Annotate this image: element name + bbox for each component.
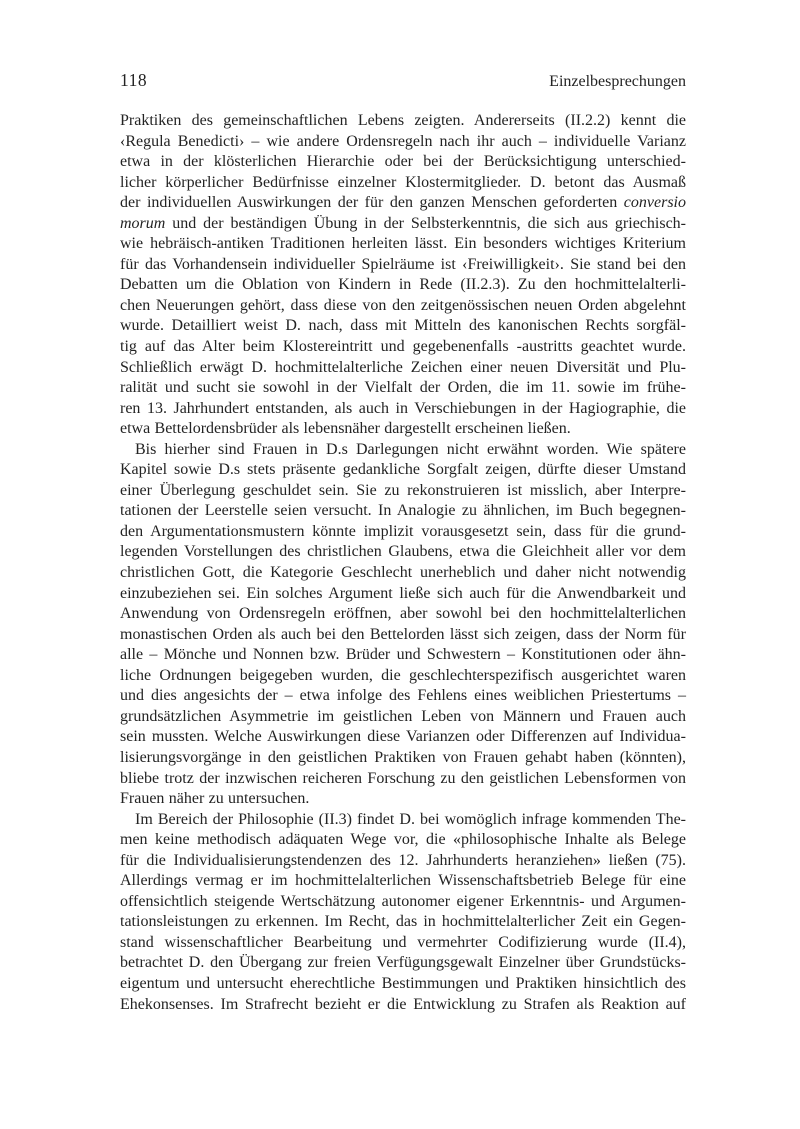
text-line [120, 152, 686, 173]
text-segment: tationen der Leerstelle seien versucht. In Analogie zu ähnlichen, im Buch begegnen- [120, 502, 686, 520]
text-segment: tig auf das Alter beim Klostereintritt und gegebenenfalls -austritts geachtet wurde. [120, 338, 686, 356]
text-line [120, 399, 686, 420]
text-segment: einzubeziehen sei. Ein solches Argument ließe sich auch für die Anwendbarkeit und [120, 584, 686, 602]
text-line [120, 625, 686, 646]
text-line [120, 255, 686, 276]
text-segment: für das Vorhandensein individueller Spielräume ist ‹Freiwilligkeit›. Sie stand bei den [120, 255, 686, 273]
text-line [120, 173, 686, 194]
text-line [120, 501, 686, 522]
text-segment: grundsätzlichen Asymmetrie im geistlichen Leben von Männern und Frauen auch [120, 707, 686, 725]
text-segment: ‹Regula Benedicti› – wie andere Ordensregeln nach ihr auch – individuelle Varianz [120, 132, 686, 150]
text-segment: lisierungsvorgänge in den geistlichen Praktiken von Frauen gehabt haben (könnten), [120, 748, 686, 766]
text-segment: etwa Bettelordensbrüder als lebensnäher dargestellt erscheinen ließen. [120, 420, 571, 438]
text-line [120, 296, 686, 317]
italic-text: conversio [623, 194, 686, 212]
text-segment: alle – Mönche und Nonnen bzw. Brüder und Schwestern – Konstitutionen oder ähn- [120, 646, 686, 664]
text-segment: men keine methodisch adäquaten Wege vor, die «philosophische Inhalte als Belege [120, 831, 686, 849]
text-segment: betrachtet D. den Übergang zur freien Verfügungsgewalt Einzelner über Grundstücks- [120, 954, 686, 972]
text-line [120, 974, 686, 995]
text-line [120, 892, 686, 913]
text-line [120, 769, 686, 790]
text-line [120, 419, 686, 440]
text-line [120, 234, 686, 255]
text-segment: stand wissenschaftlicher Bearbeitung und vermehrter Codifizierung wurde (II.4), [120, 933, 686, 951]
text-line [120, 851, 686, 872]
text-line [120, 214, 686, 235]
text-line [120, 378, 686, 399]
italic-text: morum [120, 214, 166, 232]
text-segment: wie hebräisch-antiken Traditionen herleiten lässt. Ein besonders wichtiges Kriterium [120, 235, 686, 253]
text-line [120, 995, 686, 1016]
text-line [120, 132, 686, 153]
text-segment: offensichtlich steigende Wertschätzung autonomer eigener Erkenntnis- und Argumen- [120, 892, 686, 910]
text-segment: Anwendung von Ordensregeln eröffnen, aber sowohl bei den hochmittelalterlichen [120, 605, 686, 623]
text-segment: Praktiken des gemeinschaftlichen Lebens zeigten. Andererseits (II.2.2) kennt die [120, 112, 686, 129]
text-segment: etwa in der klösterlichen Hierarchie oder bei der Berücksichtigung unterschied- [120, 153, 686, 171]
text-line [120, 686, 686, 707]
text-segment: Debatten um die Oblation von Kindern in Rede (II.2.3). Zu den hochmittelalterli- [120, 276, 686, 294]
text-line [120, 358, 686, 379]
text-segment: für die Individualisierungstendenzen des 12. Jahrhunderts heranziehen» ließen (75). [120, 851, 686, 869]
text-segment: liche Ordnungen beigegeben wurden, die geschlechterspezifisch ausgerichtet waren [120, 666, 686, 684]
text-segment: Ehekonsenses. Im Strafrecht bezieht er die Entwicklung zu Strafen als Reaktion auf [120, 995, 686, 1013]
text-line [120, 953, 686, 974]
text-line [120, 748, 686, 769]
text-line [120, 727, 686, 748]
text-line [120, 789, 686, 810]
text-segment: und der beständigen Übung in der Selbsterkenntnis, die sich aus griechisch- [165, 214, 686, 232]
text-segment: eigentum und untersucht eherechtliche Bestimmungen und Praktiken hinsichtlich des [120, 974, 686, 992]
page-body [120, 111, 686, 1015]
text-segment: sein mussten. Welche Auswirkungen diese Varianzen oder Differenzen auf Individua- [120, 728, 686, 746]
text-segment: licher körperlicher Bedürfnisse einzelner Klostermitglieder. D. betont das Ausmaß [120, 173, 686, 191]
text-line [120, 707, 686, 728]
paragraph [120, 111, 686, 440]
text-segment: ren 13. Jahrhundert entstanden, als auch in Verschiebungen in der Hagiographie, die [120, 399, 686, 417]
text-line [120, 933, 686, 954]
text-segment: einer Überlegung geschuldet sein. Sie zu rekonstruieren ist misslich, aber Interpre- [120, 481, 686, 499]
page-number: 118 [120, 70, 148, 90]
paragraph [120, 810, 686, 1015]
text-segment: ralität und sucht sie sowohl in der Vielfalt der Orden, die im 11. sowie im frühe- [120, 379, 686, 397]
text-segment: Allerdings vermag er im hochmittelalterlichen Wissenschaftsbetrieb Belege für eine [120, 872, 686, 890]
text-line [120, 440, 686, 461]
text-line [120, 481, 686, 502]
text-segment: der individuellen Auswirkungen der für den ganzen Menschen geforderten [120, 194, 624, 212]
text-line [120, 666, 686, 687]
text-segment: wurde. Detailliert weist D. nach, dass mit Mitteln des kanonischen Rechts sorgfäl- [120, 317, 686, 335]
text-segment: chen Neuerungen gehört, dass diese von den zeitgenössischen neuen Orden abgelehnt [120, 296, 686, 314]
text-line [120, 912, 686, 933]
page-header [120, 70, 686, 92]
text-segment: christlichen Gott, die Kategorie Geschlecht unerheblich und daher nicht notwendig [120, 564, 686, 582]
text-segment: tationsleistungen zu erkennen. Im Recht, das in hochmittelalterlicher Zeit ein Gegen- [120, 913, 686, 931]
text-line [120, 111, 686, 132]
text-line [120, 522, 686, 543]
text-line [120, 316, 686, 337]
text-segment: monastischen Orden als auch bei den Bettelorden lässt sich zeigen, dass der Norm für [120, 625, 686, 643]
text-line [120, 542, 686, 563]
text-line [120, 830, 686, 851]
text-line [120, 337, 686, 358]
text-segment: bliebe trotz der inzwischen reicheren Forschung zu den geistlichen Lebensformen von [120, 769, 686, 787]
text-line [120, 871, 686, 892]
text-segment: Frauen näher zu untersuchen. [120, 790, 310, 808]
text-segment: Bis hierher sind Frauen in D.s Darlegungen nicht erwähnt worden. Wie spätere [135, 440, 686, 458]
text-line [120, 460, 686, 481]
text-line [120, 193, 686, 214]
text-segment: den Argumentationsmustern könnte implizit vorausgesetzt sein, dass für die grund- [120, 522, 686, 540]
paragraph [120, 440, 686, 810]
text-line [120, 275, 686, 296]
text-segment: Im Bereich der Philosophie (II.3) findet D. bei womöglich infrage kommenden The- [135, 810, 686, 828]
text-line [120, 604, 686, 625]
running-head: Einzelbesprechungen [549, 73, 686, 90]
text-line [120, 584, 686, 605]
text-line [120, 563, 686, 584]
text-segment: Schließlich erwägt D. hochmittelalterliche Zeichen einer neuen Diversität und Plu- [120, 358, 686, 376]
text-line [120, 810, 686, 831]
text-line [120, 645, 686, 666]
text-segment: Kapitel sowie D.s stets präsente gedankliche Sorgfalt zeigen, dürfte dieser Umstand [120, 461, 686, 479]
text-segment: legenden Vorstellungen des christlichen Glaubens, etwa die Gleichheit aller vor dem [120, 543, 686, 561]
text-segment: und dies angesichts der – etwa infolge des Fehlens eines weiblichen Priestertums – [120, 687, 686, 705]
